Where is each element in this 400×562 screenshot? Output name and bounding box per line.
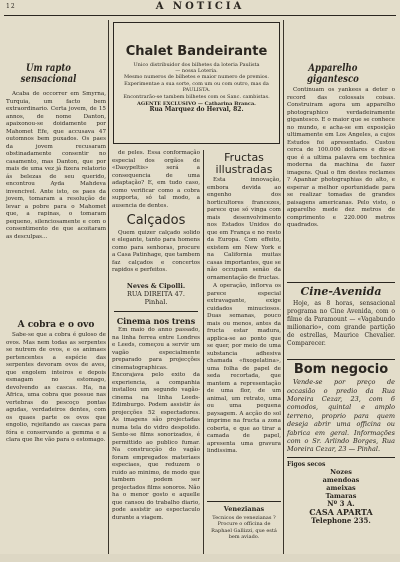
figos-line: CASA APARTA	[309, 507, 373, 518]
cine-text	[287, 300, 395, 356]
page-number: 12	[6, 3, 16, 10]
apparelho-body	[287, 87, 395, 279]
column-3	[207, 150, 281, 552]
figos-line: ameixas	[326, 484, 356, 493]
figos-line: Telephone 235.	[311, 516, 371, 526]
lottery-ad-line: Mesmo numeros de bilhetes e maior numero de premios.	[124, 74, 269, 81]
lottery-ad-line: Experimentae a sua sorte, com um ou com outro, mas da PAULISTA.	[124, 80, 269, 94]
cinema-paragraph: Em maio do anno passado, na linha ferrea entre Londres e Leeds, começou a servir um vagão especialmente preparado para projecções cinematographicas. Encorajava pelo exito da experiencia, a companhia installou um segundo vagão-cinema na linha Leeds-Edimburgo. Podem assistir ás projecções 52 espectadores. As imagens são projectadas numa tela do vidro despolido. Sente-se films sonorizados, é permittido ao publico fumar. Na construcção do vagão foram empregados materiaes especiaes, que reduzem o ruido ao minimo, de modo que tambem podem ser projectados films sonoros. Não ha o menor gosto e aquelle que cansou do trabalho diario, pode assistir ao espectaculo durante a viagem.	[112, 327, 200, 521]
apparelho-title: Apparelho gigantesco	[307, 63, 359, 85]
calcados-title: Calçados	[126, 213, 186, 228]
section-rule	[114, 311, 198, 312]
bom-negocio-paragraph: Vende-se por preço de occasião o predio da Rua Moreira Cezar, 23, com 6 comodos, quintal e amplo terreno, proprio para quem deseja abrir uma officina ou fabrica em geral. Informações com o Sr. Arlindo Borges, Rua Moreira Cezar, 23 — Pinhal.	[287, 378, 395, 454]
article-body-2	[6, 332, 106, 562]
column-divider-2	[203, 150, 204, 554]
cinema-title: Cinema nos trens	[116, 315, 196, 326]
figos-line: Nozes	[330, 468, 352, 477]
venezianas-text: Tecnicos de venezianas ? Procure o officina de Raphael Gallizzi, que está bem aviado.	[211, 514, 277, 541]
cine-paragraph: Hoje, as 8 horas, sensacional programa no Cine Avenida, com o filme da Paramount — «Vagabundo milionario», com grande partição de estrellas, Maurice Chevalier. Comparecer.	[287, 299, 395, 347]
venezianas-title: Venezianas	[223, 505, 265, 514]
article-headline: Um rapto sensacional	[20, 63, 77, 85]
fructas-paragraph: A operação, inflorva os parece especial extravagante, exige cuidados minuciosos. Duas semanas, pouco mais ou menos, antes da fructa estar madura, applica-se ao ponto que se quer, por meio de uma substancia adhesiva chamada «fixogelatina», uma folha de papel de seda recortada, que mantem a representação de uma flor, de um animal, um retrato, uma ou uma pequena paysagem. A acção do sol imprime na fructa a zona coberta, e que ao tirar a camada de papel, apresenta uma gravura lindissima.	[207, 283, 281, 455]
lottery-ad-line: Encontrarão-se tambem bilhetes com os Sanc. cambistas.	[123, 93, 270, 100]
apparelho-paragraph: Continuam os yankees a deter o record das colossais coisas. Construiram agora um apparelho photographico verdadeiramente gigantesco. E o maior que se conhece no mundo, e acha-se em exposição ultimamente em Los Angeles, a cujos Estudos foi apresentado. Custou cerca de 100.000 dollares e diz-se que é a ultima palavra em technica moderna da machina de fazer imagens. Qual o fim destes reclames ? Apanhar photographias do alto, e esperar a melhor oportunidade para se realizar tomadas de grandes paisagens americanas. Pelo visto, o apparelho mede dez metros de comprimento e 220.000 metros quadrados.	[287, 87, 395, 228]
cine-title: Cine-Avenida	[300, 285, 382, 298]
lottery-ad-address: Rua Marquez do Herval, 82.	[149, 106, 244, 114]
newspaper-title: A NOTICIA	[155, 1, 245, 12]
lottery-ad-line: — nossa Loteria.	[175, 68, 218, 75]
figos-title: Figos secos	[287, 461, 326, 469]
cinema-text	[112, 327, 200, 521]
column-divider-3	[283, 20, 284, 554]
calcados-store: Neves & Cipolli.	[126, 281, 186, 290]
lottery-ad-box	[113, 22, 280, 144]
figos-line: amendoas	[322, 476, 360, 485]
column-4	[287, 62, 395, 552]
column-divider-1	[108, 20, 109, 554]
section-rule	[287, 282, 395, 283]
fructas-paragraph: Esta innovação, embora devida ao engenho dos horticultores francezes, parece que só vinga com mais desenvolvimento nos Estados Unidos do que em França e no resto da Europa. Com effeito, existem em New York e na California muitas casas importantes, que se não occupam senão da ornamentação de fructas.	[207, 177, 281, 281]
lottery-ad-title: Chalet Bandeirante	[125, 44, 268, 59]
calcados-address: RUA DIREITA 47.	[127, 289, 185, 298]
fructas-body	[207, 177, 281, 497]
figos-line: Tamaras	[325, 492, 357, 501]
article-paragraph: Acaba de occorrer em Smyrna, Turquia, um facto bem extraordinario. Certa jovem, de 15 annos, de nome Danton, apaixonou-se doidamente por Mahomet Efe, que accusava 47 outomnos bem puxados. Os paes da jovem recusaram obstinadamente consentir no casamento, mas Danton, que por mais de uma vez já fizera relatorio ás belezas de seu querido, encontrou Ayda Mahdeva invencivel. Ante isto, os paes da jovem, tomaram a resolução de levar a pobre para o Mahomet que, a rapinas, o tomaram pequeno, silenciosamente e com o consentimento de que acoitaram as desculpas...	[6, 91, 106, 240]
article-body	[6, 91, 106, 315]
calcados-paragraph: Quem quizer calçado solido e elegante, tanto para homens como para senhoras, procure a Casa Patinhage, que tambem faz calçados e concertos rapidos e perfeitos.	[112, 229, 200, 274]
figos-line: Nº 3 A.	[327, 499, 355, 509]
column-2	[112, 150, 200, 552]
section-rule	[207, 501, 281, 502]
lottery-ad-agent: AGENTE EXCLUSIVO — Catharina Branca.	[137, 101, 256, 108]
figos-ad	[287, 461, 395, 525]
article-headline-2: A cobra e o ovo	[17, 320, 95, 330]
lottery-ad-text	[114, 62, 279, 114]
continued-text	[112, 150, 200, 210]
page-header	[0, 0, 400, 14]
calcados-text	[112, 230, 200, 282]
bom-negocio-title: Bom negocio	[293, 361, 389, 377]
header-rule	[4, 15, 396, 16]
section-rule	[287, 457, 395, 458]
article-paragraph-2: Sabe-se que a cobra é guloso de ovos. Mas nem todas as serpentes se nutrem de ovos, e os animaes pertencentes a espécie das serpentes devoram ovos de aves, que engolem inteiros e depois esmagam no estomago, devolvendo as cascas. Ha, na Africa, uma cobra que possue nas vertebras do pescoço pontas agudas, verdadeiros dentes, com os quaes parte os ovos que engolio, rejeitando as cascas para fóra e conservando a gemma e a clara que lhe vão para o estomago.	[6, 332, 106, 444]
lottery-ad-line: Unico distribuidor dos bilhetes da loteria Paulista	[133, 61, 260, 68]
section-rule	[287, 359, 395, 360]
fructas-title: Fructas illustradas	[215, 151, 273, 176]
continued-paragraph: de peles. Essa conformação especial dos orgãos de «Dasypeltis» será a consequencia de uma adaptação? E, em tudo caso, como verificar como a cobra supporta, só tal modo, a ausencia de dentes.	[112, 150, 200, 209]
calcados-city: Pinhal.	[144, 297, 168, 306]
bom-negocio-text	[287, 378, 395, 454]
column-1	[6, 62, 106, 552]
